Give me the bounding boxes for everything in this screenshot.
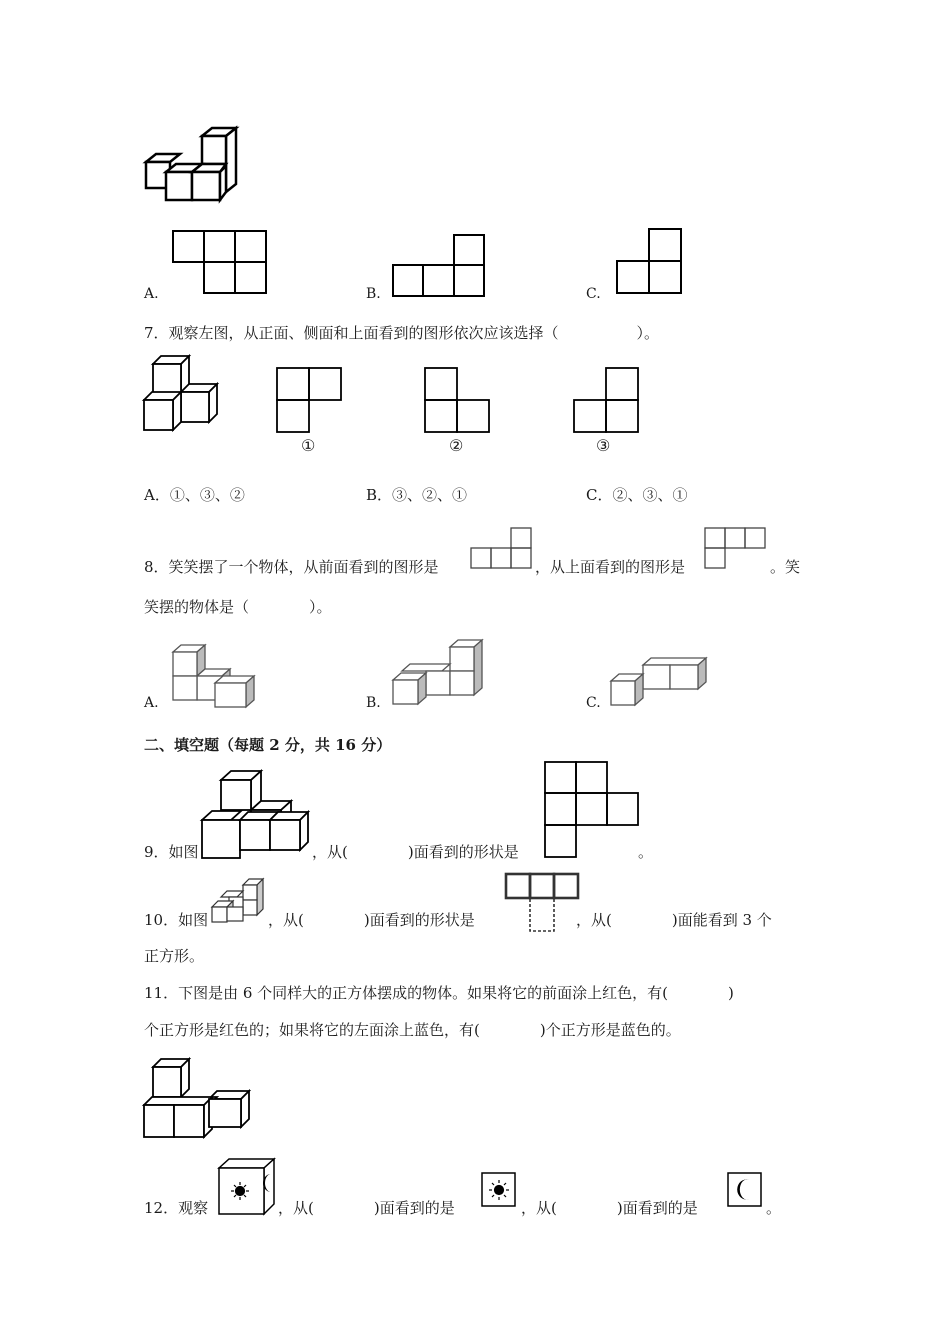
q8-option-a-figure[interactable] xyxy=(172,640,258,708)
q10-post: ，从( )面能看到 3 个 xyxy=(576,911,772,929)
q6-option-c-label[interactable]: C. xyxy=(586,286,601,302)
q8-option-c-label[interactable]: C. xyxy=(586,695,601,711)
q9-pre: 9．如图 xyxy=(144,843,199,861)
q7-text-post: ）。 xyxy=(636,324,660,342)
q8-top-view-figure xyxy=(704,527,766,569)
q8-line1-a: 8．笑笑摆了一个物体，从前面看到的图形是 xyxy=(144,558,439,576)
q12-post: 。 xyxy=(766,1199,782,1217)
q10-view-figure xyxy=(504,872,580,934)
q10-cube-figure xyxy=(211,877,267,925)
q7-view-1-figure xyxy=(276,367,342,433)
q6-option-b-label[interactable]: B. xyxy=(366,286,381,302)
q7-view-1-label: ① xyxy=(301,436,316,455)
q7-view-2-figure xyxy=(424,367,490,433)
q10-pre: 10．如图 xyxy=(144,911,209,929)
q6-option-a-figure[interactable] xyxy=(172,230,268,294)
sun-icon xyxy=(489,1180,509,1200)
q12-pre: 12．观察 xyxy=(144,1199,209,1217)
q9-cube-figure xyxy=(201,768,311,860)
q10-mid: ，从( )面看到的形状是 xyxy=(268,911,475,929)
q12-mid2: ，从( )面看到的是 xyxy=(521,1199,698,1217)
q11-cube-figure xyxy=(143,1057,253,1139)
q8-option-b-label[interactable]: B. xyxy=(366,695,381,711)
q7-view-3-figure xyxy=(573,367,639,433)
q8-front-view-figure xyxy=(470,527,532,569)
q12-view-sun-figure xyxy=(481,1172,517,1208)
q9-view-figure xyxy=(544,761,640,859)
q12-cube-figure xyxy=(218,1158,276,1216)
q6-option-c-figure[interactable] xyxy=(616,228,682,294)
q7-option-c[interactable]: C．②、③、① xyxy=(586,486,688,504)
section-2-heading: 二、填空题（每题 2 分，共 16 分） xyxy=(144,736,392,754)
q7-option-b[interactable]: B．③、②、① xyxy=(366,486,468,504)
q8-option-c-figure[interactable] xyxy=(610,655,710,707)
q7-question xyxy=(144,323,659,343)
q11-line1: 11．下图是由 6 个同样大的正方体摆成的物体。如果将它的前面涂上红色，有( ) xyxy=(144,984,734,1002)
q7-text-pre: 7．观察左图，从正面、侧面和上面看到的图形依次应该选择（ xyxy=(144,324,559,342)
q8-line1-c: 。笑 xyxy=(770,558,801,576)
q11-line2: 个正方形是红色的；如果将它的左面涂上蓝色，有( )个正方形是蓝色的。 xyxy=(144,1021,681,1039)
q7-cube-figure xyxy=(143,352,221,432)
q8-line2: 笑摆的物体是（ ）。 xyxy=(144,598,332,616)
q12-mid1: ，从( )面看到的是 xyxy=(278,1199,455,1217)
q10-line2: 正方形。 xyxy=(144,947,205,965)
q7-view-3-label: ③ xyxy=(596,436,611,455)
q6-cube-figure xyxy=(144,126,244,202)
q6-option-a-label[interactable]: A. xyxy=(144,286,159,302)
q8-option-a-label[interactable]: A. xyxy=(144,695,159,711)
q9-post: 。 xyxy=(638,843,654,861)
q8-option-b-figure[interactable] xyxy=(392,638,486,706)
q7-option-a[interactable]: A．①、③、② xyxy=(144,486,245,504)
q9-mid: ，从( )面看到的形状是 xyxy=(312,843,519,861)
q12-view-moon-figure xyxy=(727,1172,763,1208)
q7-view-2-label: ② xyxy=(449,436,464,455)
q8-line1-b: ，从上面看到的图形是 xyxy=(535,558,686,576)
q6-option-b-figure[interactable] xyxy=(392,234,486,298)
